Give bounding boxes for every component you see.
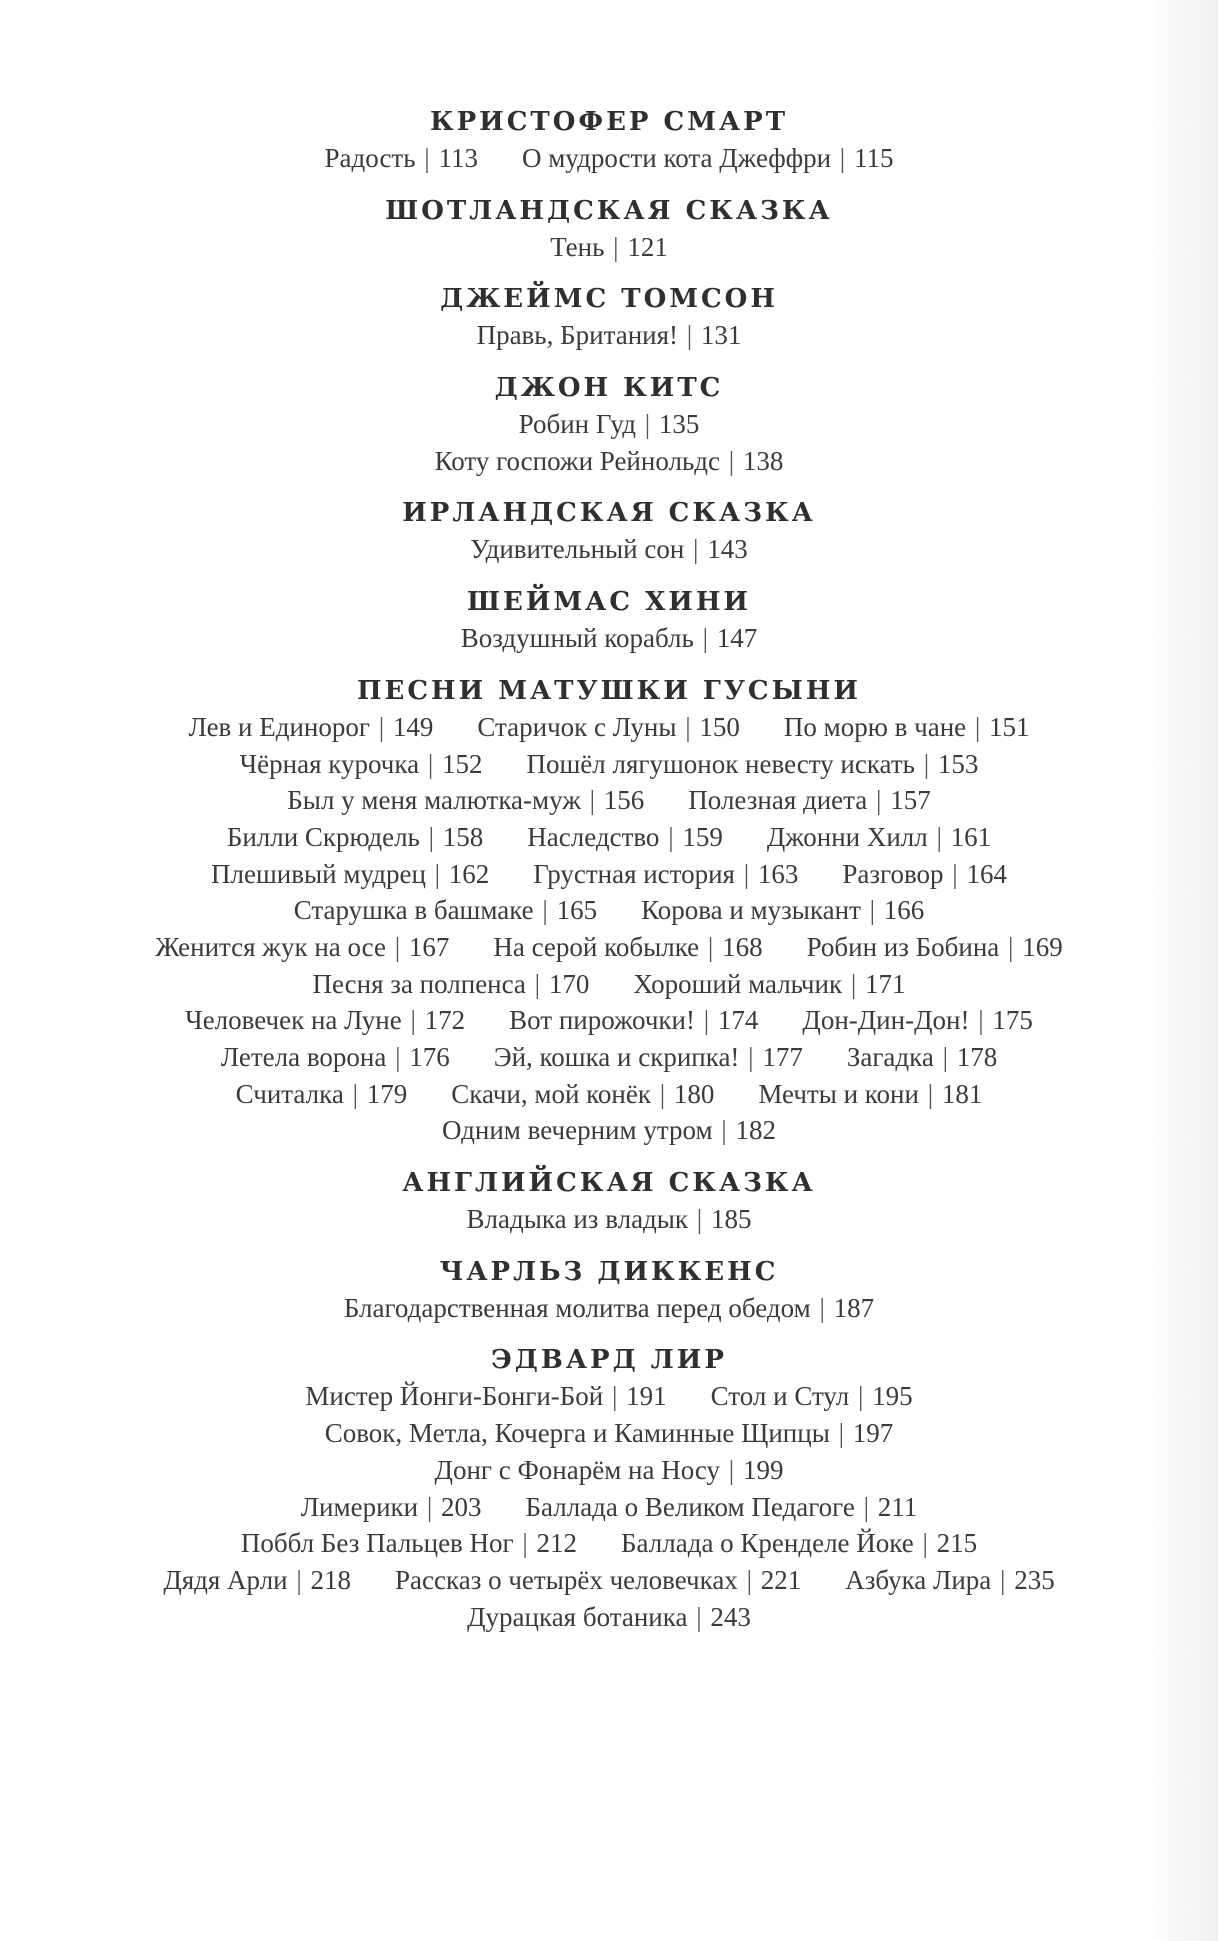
toc-line [0,746,1218,783]
entry-page-number: 159 [682,821,723,852]
separator-bar: | [387,931,407,962]
section-heading: ПЕСНИ МАТУШКИ ГУСЫНИ [356,675,861,706]
separator-bar: | [697,1005,716,1036]
entry-title: Корова и музыкант [641,895,861,926]
toc-entry[interactable] [467,1201,752,1238]
toc-line [0,709,1218,746]
toc-entry[interactable] [493,929,762,966]
entry-page-number: 176 [409,1042,450,1072]
entry-page-number: 169 [1022,931,1063,962]
entry-page-number: 143 [707,534,748,565]
entry-page-number: 171 [864,968,906,999]
separator-bar: | [690,1204,709,1235]
entry-title: Робин из Бобина [806,931,1000,962]
entry-title: Разговор [842,858,944,889]
entry-page-number: 115 [853,143,894,173]
entry-title: Плешивый мудрец [211,858,426,889]
entry-page-number: 157 [890,785,931,816]
toc-entry[interactable] [185,1002,465,1039]
entry-page-number: 178 [956,1042,998,1072]
separator-bar: | [968,711,988,742]
entry-page-number: 197 [852,1418,894,1449]
toc-entry[interactable] [344,1290,874,1327]
toc-line [0,1415,1218,1452]
entry-title: Робин Гуд [518,409,636,440]
toc-entry[interactable] [155,929,449,966]
toc-entry[interactable] [519,406,700,443]
entry-title: Азбука Лира [845,1564,992,1595]
entry-page-number: 163 [757,858,799,889]
entry-title: О мудрости кота Джеффри [521,143,832,173]
entry-page-number: 182 [735,1115,776,1146]
separator-bar: | [605,1381,625,1412]
entry-page-number: 172 [424,1005,466,1036]
entry-title: По морю в чане [783,711,967,742]
entry-title: Был у меня малютка-муж [287,785,581,816]
toc-entry[interactable] [241,1525,577,1562]
entry-title: Полезная диета [688,785,868,816]
entry-title: Летела ворона [220,1042,387,1072]
entry-title: Вот пирожочки! [509,1005,695,1036]
toc-entry[interactable] [807,929,1063,966]
section-heading: КРИСТОФЕР СМАРТ [429,107,789,137]
toc-entry[interactable] [435,443,784,480]
toc-section [0,1165,1218,1238]
entry-title: Баллада о Кренделе Йоке [621,1528,914,1559]
toc-entry[interactable] [435,1452,784,1489]
entry-title: Рассказ о четырёх человечках [395,1564,738,1595]
entry-page-number: 174 [717,1005,759,1036]
toc-section [0,370,1218,479]
toc-line [0,531,1218,568]
separator-bar: | [971,1005,991,1036]
toc-entry[interactable] [470,531,747,568]
entry-page-number: 212 [536,1528,578,1559]
toc-line [0,856,1218,893]
entry-title: Благодарственная молитва перед обедом [343,1292,811,1323]
toc-entry[interactable] [533,856,798,893]
entry-title: На серой кобылке [493,931,700,962]
toc-entry[interactable] [641,892,924,929]
toc-entry[interactable] [767,819,991,856]
separator-bar: | [427,858,447,889]
separator-bar: | [421,821,441,852]
separator-bar: | [535,895,555,926]
separator-bar: | [844,968,863,999]
toc-entry[interactable] [451,1076,714,1113]
toc-entry[interactable] [758,1076,982,1113]
separator-bar: | [680,320,699,351]
entry-title: Загадка [846,1042,934,1072]
entry-page-number: 181 [941,1078,983,1109]
entry-page-number: 187 [833,1292,875,1323]
separator-bar: | [582,785,602,816]
toc-entry[interactable] [526,746,978,783]
separator-bar: | [915,1528,935,1559]
separator-bar: | [722,1454,741,1485]
entry-title: Женится жук на осе [155,931,386,962]
toc-entry[interactable] [211,856,489,893]
toc-section [0,495,1218,568]
entry-title: Лимерики [300,1491,419,1522]
entry-title: Лев и Единорог [188,711,370,742]
separator-bar: | [652,1078,672,1109]
entry-page-number: 162 [448,858,490,889]
entry-page-number: 221 [760,1564,802,1595]
toc-entry[interactable] [621,1525,977,1562]
entry-title: Билли Скрюдель [226,821,420,852]
toc-entry[interactable] [847,1039,997,1076]
entry-title: Донг с Фонарём на Носу [434,1454,721,1485]
toc-entry[interactable] [325,1415,894,1452]
toc-entry[interactable] [461,620,758,657]
separator-bar: | [993,1564,1013,1595]
separator-bar: | [686,534,706,565]
toc-entry[interactable] [526,1489,918,1526]
separator-bar: | [289,1564,309,1595]
toc-entry[interactable] [527,819,723,856]
entry-title: Наследство [527,821,660,852]
section-heading: ДЖОН КИТС [494,373,724,404]
entry-title: Человечек на Луне [185,1005,402,1036]
entry-title: Радость [324,143,416,173]
separator-bar: | [862,895,882,926]
entry-page-number: 185 [710,1204,752,1235]
entry-title: Баллада о Великом Педагоге [525,1491,855,1522]
toc-section [0,281,1218,354]
entry-title: Поббл Без Пальцев Ног [240,1528,514,1559]
entry-page-number: 215 [936,1528,978,1559]
entry-title: Пошёл лягушонок невесту искать [526,748,915,779]
entry-title: Джонни Хилл [766,821,928,852]
toc-entry[interactable] [509,1002,758,1039]
entry-title: Воздушный корабль [460,623,694,654]
entry-title: Чёрная курочка [239,748,420,779]
entry-title: Удивительный сон [470,534,685,565]
toc-line [0,406,1218,443]
toc-line [0,966,1218,1003]
entry-page-number: 199 [742,1454,784,1485]
toc-line [0,929,1218,966]
separator-bar: | [388,1042,408,1072]
toc-entry[interactable] [188,709,433,746]
toc-line [0,819,1218,856]
entry-page-number: 165 [556,895,598,926]
toc-entry[interactable] [236,1076,408,1113]
separator-bar: | [527,968,547,999]
entry-page-number: 153 [937,748,979,779]
section-heading: АНГЛИЙСКАЯ СКАЗКА [402,1168,816,1199]
toc-entry[interactable] [221,1039,450,1076]
separator-bar: | [945,858,965,889]
entry-page-number: 164 [966,858,1007,889]
entry-title: Скачи, мой конёк [451,1078,651,1109]
separator-bar: | [420,1491,440,1522]
toc-entry[interactable] [395,1562,801,1599]
entry-page-number: 211 [877,1491,918,1522]
separator-bar: | [714,1115,734,1146]
toc-line [0,1039,1218,1076]
separator-bar: | [637,409,657,440]
toc-entry[interactable] [688,782,930,819]
toc-entry[interactable] [711,1378,913,1415]
entry-page-number: 167 [408,931,450,962]
entry-page-number: 147 [716,623,758,654]
entry-title: Старушка в башмаке [293,895,534,926]
toc-entry[interactable] [287,782,644,819]
entry-page-number: 156 [603,785,645,816]
toc-entry[interactable] [477,709,740,746]
toc-entry[interactable] [842,856,1007,893]
entry-page-number: 149 [392,711,434,742]
separator-bar: | [741,1042,761,1072]
entry-page-number: 191 [626,1381,667,1412]
entry-page-number: 168 [722,931,763,962]
toc-section [0,673,1218,1149]
separator-bar: | [736,858,756,889]
toc-line [0,1378,1218,1415]
table-of-contents [0,104,1218,1651]
entry-title: Одним вечерним утром [442,1115,713,1146]
entry-page-number: 195 [872,1381,913,1412]
entry-title: Тень [550,231,605,262]
entry-title: Дон-Дин-Дон! [802,1005,970,1036]
entry-page-number: 161 [950,821,992,852]
entry-page-number: 179 [366,1078,408,1109]
toc-section [0,584,1218,657]
separator-bar: | [851,1381,871,1412]
entry-title: Стол и Стул [710,1381,850,1412]
toc-entry[interactable] [633,966,905,1003]
entry-page-number: 180 [673,1078,715,1109]
toc-entry[interactable] [845,1562,1054,1599]
toc-line [0,1002,1218,1039]
entry-title: Мистер Йонги-Бонги-Бой [305,1381,604,1412]
toc-line [0,1076,1218,1113]
separator-bar: | [371,711,391,742]
toc-entry[interactable] [467,1599,751,1636]
toc-line [0,317,1218,354]
entry-page-number: 138 [742,445,784,476]
toc-entry[interactable] [784,709,1030,746]
toc-section [0,104,1218,177]
toc-entry[interactable] [802,1002,1032,1039]
toc-line [0,1562,1218,1599]
toc-entry[interactable] [494,1039,803,1076]
separator-bar: | [916,748,936,779]
toc-line [0,1452,1218,1489]
toc-line [0,443,1218,480]
separator-bar: | [606,231,626,262]
toc-line [0,1489,1218,1526]
entry-title: Правь, Британия! [476,320,678,351]
entry-title: Грустная история [533,858,735,889]
separator-bar: | [1001,931,1021,962]
separator-bar: | [689,1601,709,1632]
toc-line [0,229,1218,266]
separator-bar: | [421,748,440,779]
entry-title: Дядя Арли [163,1564,288,1595]
separator-bar: | [403,1005,423,1036]
entry-page-number: 218 [310,1564,352,1595]
entry-title: Совок, Метла, Кочерга и Каминные Щипцы [324,1418,830,1449]
entry-page-number: 175 [992,1005,1033,1036]
entry-page-number: 177 [762,1042,803,1072]
toc-line [0,892,1218,929]
toc-entry[interactable] [477,317,742,354]
toc-entry[interactable] [550,229,668,266]
toc-entry[interactable] [240,746,483,783]
separator-bar: | [920,1078,940,1109]
separator-bar: | [678,711,698,742]
separator-bar: | [833,143,852,173]
toc-entry[interactable] [227,819,483,856]
entry-page-number: 121 [627,231,668,262]
toc-entry[interactable] [325,140,478,177]
toc-entry[interactable] [522,140,894,177]
entry-title: Дурацкая ботаника [467,1601,688,1632]
separator-bar: | [831,1418,851,1449]
separator-bar: | [856,1491,876,1522]
separator-bar: | [661,821,681,852]
entry-title: Эй, кошка и скрипка! [493,1042,740,1072]
toc-line [0,782,1218,819]
separator-bar: | [935,1042,955,1072]
toc-line [0,1112,1218,1149]
section-heading: ЭДВАРД ЛИР [491,1345,727,1376]
section-heading: ИРЛАНДСКАЯ СКАЗКА [402,498,816,529]
entry-page-number: 235 [1014,1564,1055,1595]
separator-bar: | [515,1528,535,1559]
section-heading: ЧАРЛЬЗ ДИККЕНС [439,1256,779,1287]
section-heading: ШОТЛАНДСКАЯ СКАЗКА [385,195,833,226]
entry-title: Мечты и кони [758,1078,919,1109]
entry-title: Считалка [235,1078,344,1109]
entry-title: Песня за полпенса [312,968,526,999]
entry-title: Коту госпожи Рейнольдс [434,445,720,476]
entry-page-number: 135 [658,409,700,440]
entry-page-number: 243 [710,1601,751,1632]
toc-line [0,1525,1218,1562]
toc-section [0,1254,1218,1327]
toc-entry[interactable] [301,1489,482,1526]
toc-section [0,1342,1218,1635]
entry-page-number: 166 [883,895,925,926]
entry-page-number: 150 [699,711,740,742]
entry-page-number: 151 [989,711,1030,742]
separator-bar: | [929,821,949,852]
entry-title: Владыка из владык [466,1204,689,1235]
entry-page-number: 131 [700,320,742,351]
toc-line [0,140,1218,177]
separator-bar: | [345,1078,365,1109]
entry-page-number: 158 [442,821,484,852]
toc-line [0,1599,1218,1636]
section-heading: ШЕЙМАС ХИНИ [467,587,751,618]
entry-page-number: 170 [548,968,590,999]
entry-page-number: 203 [441,1491,482,1522]
entry-page-number: 152 [441,748,483,779]
toc-line [0,1201,1218,1238]
toc-section [0,193,1218,266]
toc-entry[interactable] [163,1562,351,1599]
separator-bar: | [695,623,715,654]
separator-bar: | [701,931,721,962]
entry-title: Старичок с Луны [477,711,677,742]
toc-entry[interactable] [442,1112,776,1149]
section-heading: ДЖЕЙМС ТОМСОН [440,284,778,315]
toc-entry[interactable] [313,966,590,1003]
separator-bar: | [721,445,741,476]
separator-bar: | [869,785,889,816]
toc-line [0,620,1218,657]
separator-bar: | [739,1564,759,1595]
entry-page-number: 113 [438,143,478,173]
toc-line [0,1290,1218,1327]
entry-title: Хороший мальчик [633,968,843,999]
separator-bar: | [812,1292,832,1323]
toc-entry[interactable] [294,892,597,929]
toc-entry[interactable] [305,1378,666,1415]
separator-bar: | [417,143,437,173]
